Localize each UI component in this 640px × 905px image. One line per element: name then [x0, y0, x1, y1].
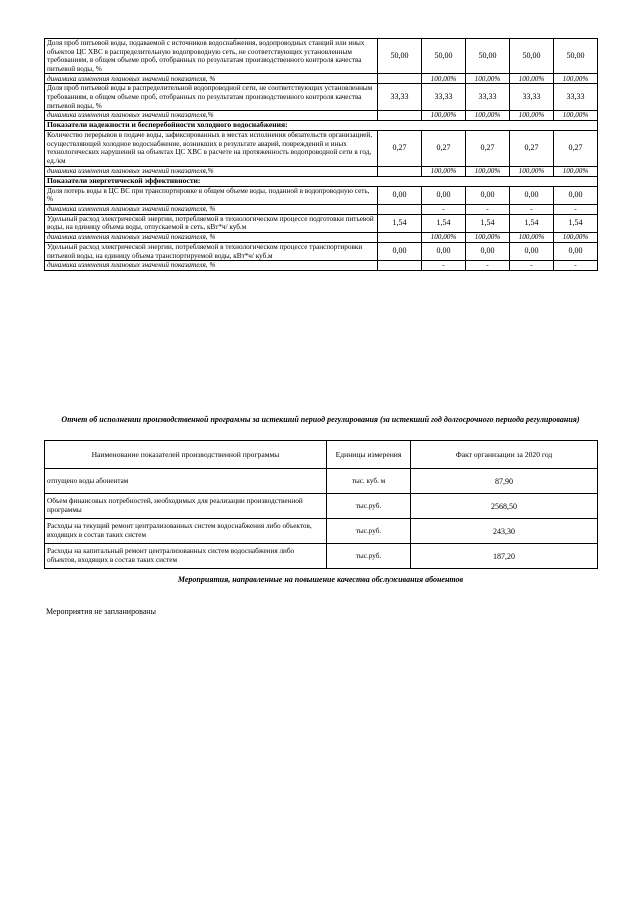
section-row [45, 176, 598, 186]
dynamic-label: динамика изменения плановых значений показателя,% [45, 166, 378, 176]
row-value: 2568,50 [411, 494, 598, 519]
value-cell: 0,00 [554, 186, 598, 204]
header-fact: Факт организации за 2020 год [411, 441, 598, 469]
value-cell: 100,00% [510, 111, 554, 121]
value-cell: 0,00 [554, 242, 598, 260]
value-cell [378, 74, 422, 84]
header-unit: Единицы измерения [327, 441, 411, 469]
section-row [45, 121, 598, 131]
value-cell: 0,00 [510, 242, 554, 260]
section-title: Показатели надежности и бесперебойности холодного водоснабжения: [45, 121, 598, 131]
indicator-row [45, 84, 598, 111]
indicators-table-body [45, 39, 598, 271]
row-name: отпущено воды абонентам [45, 469, 327, 494]
dynamic-label: динамика изменения плановых значений показателя,% [45, 111, 378, 121]
value-cell: 100,00% [466, 166, 510, 176]
value-cell: 100,00% [422, 166, 466, 176]
value-cell: 50,00 [422, 39, 466, 74]
value-cell: - [554, 261, 598, 271]
value-cell: - [510, 261, 554, 271]
report-row [45, 494, 598, 519]
indicator-name: Удельный расход электрической энергии, потребляемой в технологическом процессе транспортировки питьевой воды, на единицу объема транспортируемой воды, кВт*ч/ куб.м [45, 242, 378, 260]
value-cell: 100,00% [422, 111, 466, 121]
value-cell: - [510, 204, 554, 214]
value-cell: 1,54 [422, 214, 466, 232]
report-table [44, 440, 598, 569]
value-cell: - [422, 204, 466, 214]
value-cell: 0,27 [554, 131, 598, 166]
value-cell: 33,33 [554, 84, 598, 111]
value-cell: 1,54 [554, 214, 598, 232]
row-name: Расходы на текущий ремонт централизованных систем водоснабжения либо объектов, входящих в состав таких систем [45, 519, 327, 544]
value-cell: 0,00 [466, 242, 510, 260]
value-cell: 50,00 [510, 39, 554, 74]
value-cell: 33,33 [422, 84, 466, 111]
value-cell: 100,00% [510, 232, 554, 242]
row-unit: тыс.руб. [327, 494, 411, 519]
measures-title: Мероприятия, направленные на повышение качества обслуживания абонентов [177, 575, 464, 584]
value-cell [378, 111, 422, 121]
report-row [45, 544, 598, 569]
value-cell: - [422, 261, 466, 271]
indicator-name: Доля проб питьевой воды в распределительной водопроводной сети, не соответствующих установленным требованиям, в общем объеме проб, отобранных по результатам производственного контроля качества питьевой воды, % [45, 84, 378, 111]
value-cell: 50,00 [554, 39, 598, 74]
indicator-row [45, 214, 598, 232]
value-cell: 0,00 [422, 186, 466, 204]
value-cell: 100,00% [510, 74, 554, 84]
dynamic-row [45, 204, 598, 214]
indicator-name: Доля проб питьевой воды, подаваемой с источников водоснабжения, водопроводных станций или иных объектов ЦС ХВС в распределительную водопроводную сеть, не соответствующих установленным требованиям, в общем объеме проб, отобранных по результатам производственного контроля качества питьевой воды, % [45, 39, 378, 74]
indicator-name: Удельный расход электрической энергии, потребляемой в технологическом процессе подготовки питьевой воды, на единицу объема воды, отпускаемой в сеть, кВт*ч/ куб.м [45, 214, 378, 232]
row-name: Расходы на капитальный ремонт централизованных систем водоснабжения либо объектов, входящих в состав таких систем [45, 544, 327, 569]
value-cell: 0,27 [466, 131, 510, 166]
row-value: 187,20 [411, 544, 598, 569]
value-cell [378, 261, 422, 271]
section-title: Показатели энергетической эффективности: [45, 176, 598, 186]
row-unit: тыс.руб. [327, 544, 411, 569]
value-cell: 100,00% [554, 232, 598, 242]
dynamic-row [45, 111, 598, 121]
report-row [45, 469, 598, 494]
row-name: Объем финансовых потребностей, необходимых для реализации производственной программы [45, 494, 327, 519]
value-cell [378, 232, 422, 242]
dynamic-label: динамика изменения плановых значений показателя, % [45, 261, 378, 271]
value-cell: 100,00% [554, 74, 598, 84]
report-table-header [45, 441, 598, 469]
indicator-name: Количество перерывов в подаче воды, зафиксированных в местах исполнения обязательств организацией, осуществляющей холодное водоснабжение, возникших в результате аварий, повреждений и иных технологических нарушений на объектах ЦС ХВС в расчете на протяженность водопроводной сети в год, ед./км [45, 131, 378, 166]
value-cell: 50,00 [378, 39, 422, 74]
value-cell [378, 166, 422, 176]
value-cell: 50,00 [466, 39, 510, 74]
value-cell: 100,00% [422, 232, 466, 242]
indicators-table [44, 38, 598, 271]
report-row [45, 519, 598, 544]
value-cell: - [466, 261, 510, 271]
dynamic-label: динамика изменения плановых значений показателя, % [45, 232, 378, 242]
value-cell: 100,00% [466, 111, 510, 121]
value-cell: - [466, 204, 510, 214]
value-cell: 100,00% [510, 166, 554, 176]
value-cell: 33,33 [510, 84, 554, 111]
dynamic-label: динамика изменения плановых значений показателя, % [45, 74, 378, 84]
row-value: 87,90 [411, 469, 598, 494]
dynamic-row [45, 166, 598, 176]
dynamic-row [45, 261, 598, 271]
indicator-name: Доля потерь воды в ЦС ВС при транспортировке в общем объеме воды, поданной в водопроводную сеть, % [45, 186, 378, 204]
indicator-row [45, 242, 598, 260]
value-cell: 100,00% [554, 111, 598, 121]
value-cell: 100,00% [466, 232, 510, 242]
indicator-row [45, 186, 598, 204]
indicator-row [45, 39, 598, 74]
value-cell: 100,00% [466, 74, 510, 84]
value-cell: 1,54 [378, 214, 422, 232]
value-cell: 0,27 [510, 131, 554, 166]
indicator-row [45, 131, 598, 166]
value-cell: 0,27 [422, 131, 466, 166]
value-cell: 1,54 [510, 214, 554, 232]
value-cell: 0,00 [510, 186, 554, 204]
row-unit: тыс. куб. м [327, 469, 411, 494]
row-value: 243,30 [411, 519, 598, 544]
report-title: Отчет об исполнении производственной программы за истекший период регулирования (за истекший год долгосрочного периода регулирования) [61, 415, 580, 424]
dynamic-row [45, 232, 598, 242]
value-cell [378, 204, 422, 214]
value-cell: 0,27 [378, 131, 422, 166]
row-unit: тыс.руб. [327, 519, 411, 544]
value-cell: 0,00 [378, 186, 422, 204]
dynamic-label: динамика изменения плановых значений показателя, % [45, 204, 378, 214]
value-cell: 1,54 [466, 214, 510, 232]
value-cell: 100,00% [554, 166, 598, 176]
value-cell: 33,33 [378, 84, 422, 111]
value-cell: 0,00 [422, 242, 466, 260]
value-cell: 100,00% [422, 74, 466, 84]
report-table-body [45, 441, 598, 569]
measures-text: Мероприятия не запланированы [46, 607, 156, 616]
value-cell: 0,00 [378, 242, 422, 260]
dynamic-row [45, 74, 598, 84]
value-cell: - [554, 204, 598, 214]
value-cell: 0,00 [466, 186, 510, 204]
value-cell: 33,33 [466, 84, 510, 111]
header-name: Наименование показателей производственной программы [45, 441, 327, 469]
